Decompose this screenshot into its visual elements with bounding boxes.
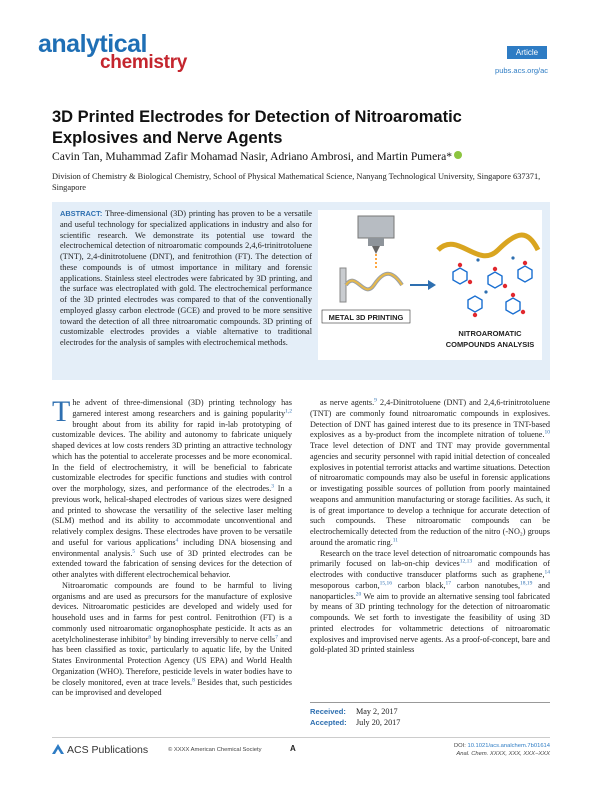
drop-cap: T [52,395,71,428]
body-text: and modification of electrodes with conductive transducer platforms such as graphene, [310,559,550,579]
body-text: mesoporous carbon, [310,580,380,590]
abstract-text [60,209,312,349]
toc-label-analysis-1: NITROAROMATIC [458,329,522,338]
body-text: brought about from its ability for rapid in-lab prototyping of customizable devices. The ability and autonomy to fabricate uniquely shaped devices at low costs renders 3D printing an attractive technology which has the potential to accelerate processes and be more economical. In the field of electrochemistry, it will be beneficial to fabricate customizable electrodes for specific functions and studies with control over the morphology, sizes, and performance of the electrodes. [52,419,292,493]
body-text: carbon nanotubes, [451,580,521,590]
footer-divider [52,737,550,738]
citation-ref[interactable]: 17 [445,580,452,587]
body-column-right [310,398,550,656]
body-text: In a previous work, helical-shaped electrodes of various sizes were designed and printed to showcase the versatility of the selective laser melting (SLM) method and its ability to accommodate unconventional and relatively complex designs. These electrodes have proven to be versatile and useful for various applications [52,484,292,547]
toc-label-analysis-2: COMPOUNDS ANALYSIS [445,340,535,349]
citation-ref[interactable]: 9 [374,397,377,404]
accepted-label: Accepted: [310,718,347,727]
affiliation: Division of Chemistry & Biological Chemistry, School of Physical Mathematical Science, Nanyang Technological University, Singapore 637371, Singapore [52,172,541,192]
body-text: as nerve agents. [320,398,375,407]
acs-logo-icon [52,744,64,754]
abstract-label: ABSTRACT: [60,209,103,218]
citation: Anal. Chem. XXXX, XXX, XXX−XXX [456,751,550,757]
body-text: and nanoparticles. [310,580,550,601]
citation-ref[interactable]: 4 [175,537,179,544]
acs-publications-logo[interactable] [52,744,148,756]
paper-title: 3D Printed Electrodes for Detection of Nitroaromatic Explosives and Nerve Agents [52,108,462,147]
citation-ref[interactable]: 6 [148,633,152,640]
body-text: and has been classified as toxic, particularly to aquatic life, by the United States Environmental Protection Agency (US EPA) and World Health Organization (WHO). Therefore, pesticide levels in water bodies have to be closely monitored, even at trace levels. [52,634,293,687]
abstract-body: Three-dimensional (3D) printing has proven to be a versatile and useful technology for specialized applications in industry and also for scientific research. We demonstrate its potential use toward the electrochemical detection of nitroaromatic compounds 2,4,6-trinitrotoluene (TNT), 2,4-dinitrotoluene (DNT), and fenitrothion (FT). The detection of these compounds is of utmost importance in military and forensic applications. Stainless steel electrodes were fabricated by 3D printing, and the surface was electroplated with gold. The electrochemical performance of the 3D printed electrodes was compared to that of the conventionally employed glassy carbon electrode (GCE) and proved to be more sensitive toward the detection of all three nitroaromatic compounds. 3D printing of customizable electrodes provides a viable alternative to traditional electrodes for the analysis of samples with electrochemical methods. [60,209,312,347]
citation-ref[interactable]: 14 [544,569,550,576]
doi-link[interactable]: 10.1021/acs.analchem.7b01614 [467,743,550,749]
body-text: Such use of 3D printed electrodes can be extended toward the fabrication of sensing devices for the detection of other analytes with different electrochemical behavior. [52,548,292,579]
body-column-left [52,395,293,699]
citation-ref[interactable]: 15,16 [379,580,393,587]
body-text: he advent of three-dimensional (3D) printing technology has garnered interest among researchers and is gaining popularity [72,398,292,418]
toc-label-printing: METAL 3D PRINTING [328,313,404,322]
citation-ref[interactable]: 20 [355,590,362,597]
publication-dates [310,706,550,728]
copyright: © XXXX American Chemical Society [168,747,262,753]
body-text: 2,4-Dinitrotoluene (DNT) and 2,4,6-trinitrotoluene (TNT) are commonly found nitroaromatic compounds in explosives. Detection of DNT has gained interest due to its presence in TNT-based explosives as a by-product from the incomplete nitration of toluene. [310,398,550,440]
body-text: carbon black, [392,580,446,590]
body-text: including DNA biosensing and environmental analysis. [52,537,293,558]
page-number: A [290,744,296,753]
body-text: Nitroaromatic compounds are found to be harmful to living organisms and are used as precursors for the manufacture of explosive devices. Nitroaromatic pesticides are developed and widely used for household uses and in farms for pest control. Fenitrothion (FT) is a commonly used nitroaromatic organophosphate pesticide. It acts as an acetylcholinesterase inhibitor [52,580,292,644]
journal-url[interactable]: pubs.acs.org/ac [495,66,548,75]
body-paragraph [52,581,292,699]
journal-logo: analytical [38,30,147,58]
body-text: Research on the trace level detection of nitroaromatic compounds has primarily focused on lab-on-chip devices [310,548,550,569]
citation-ref[interactable]: 3 [271,483,275,490]
dates-divider [310,702,550,703]
citation-ref[interactable]: 11 [392,537,399,544]
orcid-icon[interactable] [454,151,462,159]
received-label: Received: [310,707,346,716]
received-date: May 2, 2017 [356,707,398,716]
body-paragraph [310,398,550,549]
body-paragraph [310,549,550,657]
citation-ref[interactable]: 5 [132,547,136,554]
citation-ref[interactable]: 1,2 [285,408,292,415]
citation-ref[interactable]: 12,13 [459,558,473,565]
citation-ref[interactable]: 8 [192,676,195,683]
body-text: Trace level detection of DNT and TNT may provide governmental agencies and security personnel with rapid initial detection of concealed explosives in potential terrorist attacks and wartime situations. Detection of nitroaromatic compounds may also be useful in forensic applications or investigating possible sources of pollution from poorly maintained weapons and ammunition manufacturing or storage facilities. As such, it is of great importance to develop a technique for accurate detection of such compounds. These nitroaromatic compounds can be electrochemically detected from the reduction of the nitro (-NO₂) groups around the aromatic ring. [310,441,550,547]
doi-block [410,742,550,758]
body-text: by binding irreversibly to nerve cells [151,634,276,644]
body-text: Besides that, such pesticides can be improvised and developed [52,677,292,698]
citation-ref[interactable]: 18,19 [520,580,533,587]
toc-graphic [318,210,542,360]
journal-logo-line2: chemistry [100,52,188,73]
article-type-badge: Article [507,46,547,59]
body-text: We aim to provide an alternative sensing tool fabricated by means of 3D printing technology for the detection of nitroaromatic compounds. We set forth to investigate the feasibility of using 3D printed electrodes for voltammetric detections of nitroaromatic explosives and improvised nerve agents. As a proof-of-concept, bare and gold-plated 3D printed stainless [310,591,550,655]
accepted-date: July 20, 2017 [356,718,401,727]
publisher-name: ACS Publications [67,744,149,756]
doi-prefix: DOI: [453,743,468,749]
author-names[interactable]: Cavin Tan, Muhammad Zafir Mohamad Nasir, Adriano Ambrosi, and Martin Pumera* [52,150,453,163]
citation-ref[interactable]: 7 [275,633,278,640]
author-list [52,150,552,164]
body-paragraph [52,395,293,581]
citation-ref[interactable]: 10 [544,429,550,436]
